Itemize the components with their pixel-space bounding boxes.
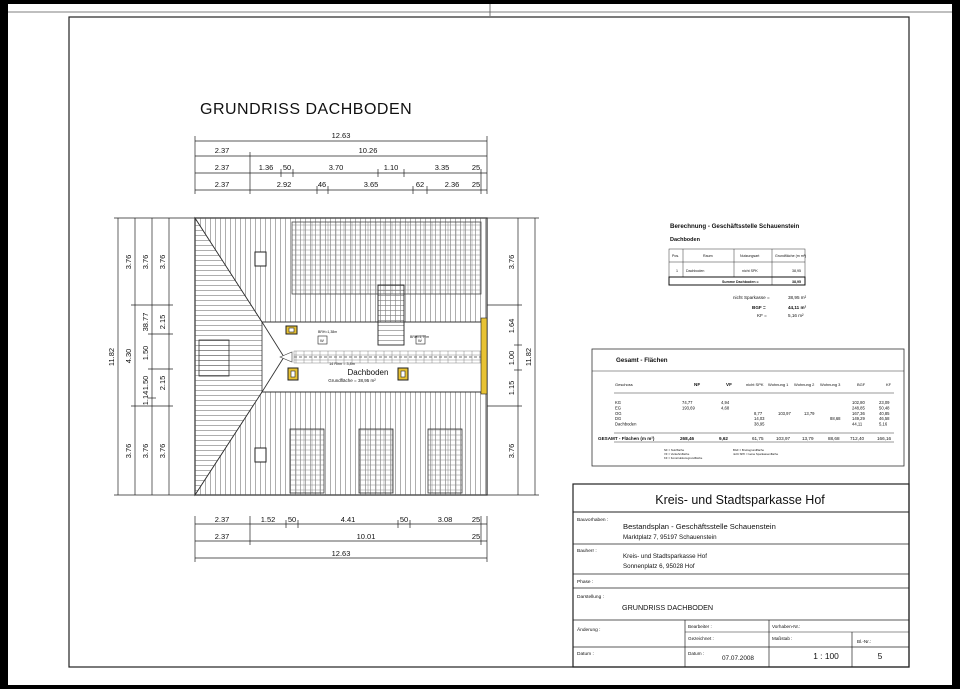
totals-footnote: nicht SPK = keine Sparkassenfläche: [733, 452, 779, 456]
vorhaben-label: Vorhaben-Nr.:: [772, 624, 801, 629]
roof-plan: [195, 218, 487, 495]
calc-header: Raum: [703, 254, 713, 258]
dim-label: 1.52: [260, 515, 276, 524]
dim-right-overall: 11.82: [524, 347, 533, 367]
totals-cell: 14,03: [754, 416, 765, 422]
room-name: Dachboden: [347, 368, 389, 377]
dim-label: 25: [471, 515, 481, 524]
dim-label: 2.36: [444, 180, 460, 189]
dim-label: 10.01: [356, 532, 376, 541]
totals-total: 166,16: [877, 436, 892, 441]
calc-extra-label: BGF =: [752, 305, 766, 310]
dim-label: 2.15: [158, 314, 167, 330]
massstab-value: 1 : 100: [813, 651, 839, 661]
dim-label: 38.77: [141, 312, 150, 332]
dim-label: 50: [399, 515, 409, 524]
totals-total: 712,40: [850, 436, 865, 441]
dim-label: 2.92: [276, 180, 292, 189]
totals-cell: 23,09: [879, 400, 890, 405]
dim-label: 46: [317, 180, 327, 189]
dim-label: 3.76: [158, 443, 167, 459]
totals-total: 13,79: [802, 436, 814, 441]
dim-label: 2.37: [214, 515, 230, 524]
bauvorhaben-line1: Bestandsplan - Geschäftsstelle Schauenstein: [623, 522, 776, 531]
bauvorhaben-line2: Marktplatz 7, 95197 Schauenstein: [623, 534, 717, 541]
totals-footnote: BGF = Bruttogrundfläche: [733, 448, 765, 452]
totals-cell: 13,79: [804, 410, 815, 416]
dim-label: 1.36: [258, 163, 274, 172]
aenderung-label: Änderung :: [577, 628, 601, 633]
totals-cell: 50,48: [879, 405, 890, 411]
totals-title: Gesamt - Flächen: [616, 357, 668, 364]
dim-left-overall: 11.82: [107, 347, 116, 367]
datum-label: Datum :: [577, 652, 594, 657]
calc-extra-label: KF =: [757, 313, 767, 318]
bauherr-label: Bauherr :: [577, 549, 597, 554]
blatt-label: Bl.-Nr.:: [857, 639, 872, 644]
totals-footnote: NF = Nutzfläche: [664, 448, 685, 452]
totals-row-label: Dachboden: [615, 421, 637, 427]
darstellung-value: GRUNDRISS DACHBODEN: [622, 603, 714, 612]
dim-label: 3.08: [437, 515, 453, 524]
dim-label: 50: [287, 515, 297, 524]
totals-cell: 193,69: [682, 405, 695, 411]
dim-label: 1.00: [507, 350, 516, 366]
dim-label: 3.76: [124, 443, 133, 459]
dim-label: 1.14: [141, 390, 150, 406]
totals-cell: 103,97: [778, 410, 791, 416]
chimney: [255, 448, 266, 462]
dim-label: 3.70: [328, 163, 344, 172]
totals-cell: 74,77: [682, 400, 693, 405]
bearbeiter-label: Bearbeiter :: [688, 624, 712, 629]
totals-cell: 5,16: [879, 421, 888, 427]
totals-total: 268,46: [680, 436, 695, 441]
datum-label-2: Datum :: [688, 651, 705, 656]
roof-stair: [378, 285, 404, 345]
phase-label: Phase :: [577, 580, 594, 585]
room-area: Grundfläche = 38,95 m²: [328, 378, 376, 383]
dim-label: 1.10: [383, 163, 399, 172]
bauherr-line1: Kreis- und Stadtsparkasse Hof: [623, 553, 707, 560]
totals-row-label: OG: [615, 410, 622, 416]
room-tag-1: BRH=1,38m: [318, 330, 338, 334]
dim-label: 2.37: [214, 146, 230, 155]
calc-cell: nicht SPK: [742, 269, 758, 273]
dormer-window: [359, 429, 393, 493]
calc-header: Pos.: [672, 254, 680, 258]
dim-label: 1.50: [141, 345, 150, 361]
dim-label: 2.37: [214, 180, 230, 189]
totals-cell: 46,58: [879, 416, 890, 422]
totals-cell: 8,77: [754, 410, 763, 416]
totals-cell: 4,68: [721, 405, 730, 411]
totals-header: Wohnung 1: [768, 382, 789, 387]
calc-title: Berechnung - Geschäftsstelle Schauenstein: [670, 223, 800, 230]
dormer-window: [428, 429, 462, 493]
dim-label: 3.76: [141, 254, 150, 270]
drawing-title: GRUNDRISS DACHBODEN: [200, 101, 413, 118]
totals-cell: 149,29: [852, 416, 865, 422]
calc-extra-value: 5,16 m²: [788, 313, 804, 318]
totals-total: 88,68: [828, 436, 840, 441]
calc-header: Nutzungsart: [740, 254, 760, 258]
dim-label: 10.26: [358, 146, 378, 155]
totals-header: KF: [886, 382, 892, 387]
dim-label: 50: [282, 163, 292, 172]
dim-label: 25: [471, 180, 481, 189]
dormer-window: [290, 429, 324, 493]
darstellung-label: Darstellung :: [577, 595, 604, 600]
dim-label: 3.76: [124, 254, 133, 270]
totals-cell: 4,94: [721, 400, 730, 405]
totals-cell: 102,80: [852, 400, 865, 405]
datum-value: 07.07.2008: [722, 655, 754, 662]
dim-label: 3.65: [363, 180, 379, 189]
totals-cell: 38,95: [754, 421, 765, 427]
calc-cell: Dachboden: [686, 269, 705, 273]
totals-cell: 167,36: [852, 410, 865, 416]
dim-label: 3.76: [507, 254, 516, 270]
totals-total: 9,62: [719, 436, 728, 441]
totals-total-label: GESAMT - Flächen (m m²): [598, 436, 655, 441]
bauherr-line2: Sonnenplatz 6, 95028 Hof: [623, 563, 695, 570]
calc-extra-value: 38,95 m²: [788, 295, 807, 300]
massstab-label: Maßstab :: [772, 636, 793, 641]
dim-top-overall: 12.63: [331, 131, 351, 140]
totals-header: Wohnung 3: [820, 382, 841, 387]
dormer-window: [199, 340, 229, 376]
calc-sum-value: 38,95: [792, 280, 801, 284]
room-tag-2: BRH=1,77m: [410, 335, 430, 339]
blatt-value: 5: [877, 651, 883, 661]
dim-label: 2.37: [214, 532, 230, 541]
dim-label: 4.41: [340, 515, 356, 524]
gezeichnet-label: Gezeichnet :: [688, 636, 714, 641]
totals-header: VF: [726, 382, 732, 387]
dim-label: 25: [471, 163, 481, 172]
chimney: [255, 252, 266, 266]
dim-label: 2.37: [214, 163, 230, 172]
calc-sum-label: Summe Dachboden =: [722, 280, 759, 284]
dim-label: 1.15: [507, 380, 516, 396]
totals-footnote: VF = Verkehrsfläche: [664, 452, 690, 456]
calc-header: Grundfläche (m m²): [775, 254, 807, 258]
bauvorhaben-label: Bauvorhaben :: [577, 518, 609, 523]
calc-cell: 1: [676, 269, 678, 273]
totals-row-label: EG: [615, 405, 622, 411]
totals-footnote: KF = Konstruktionsgrundfläche: [664, 456, 703, 460]
dim-label: 25: [471, 532, 481, 541]
calc-subtitle: Dachboden: [670, 237, 700, 243]
dim-label: 3.76: [507, 443, 516, 459]
totals-header: NF: [694, 382, 701, 387]
totals-header: Wohnung 2: [794, 382, 815, 387]
totals-header: BGF: [857, 382, 866, 387]
room-tag-w2: W: [418, 338, 422, 343]
room-small-label: 14 Rinn = 3,8m: [329, 362, 355, 366]
totals-cell: 44,11: [852, 421, 863, 427]
totals-header: Geschoss: [615, 382, 633, 387]
room-tag-w1: W: [320, 338, 324, 343]
totals-header: nicht SPK: [746, 382, 764, 387]
totals-total: 103,97: [776, 436, 791, 441]
totals-cell: 248,85: [852, 405, 865, 411]
totals-cell: 88,68: [830, 416, 841, 422]
dim-label: 4.30: [124, 348, 133, 364]
roof-tile-field: [292, 222, 481, 294]
dim-label: 2.15: [158, 375, 167, 391]
dim-label: 3.76: [158, 254, 167, 270]
totals-total: 61,75: [752, 436, 764, 441]
dim-label: 1.64: [507, 318, 516, 334]
company-name: Kreis- und Stadtsparkasse Hof: [655, 493, 825, 507]
totals-row-label: KG: [615, 400, 622, 405]
totals-row-label: DG: [615, 416, 622, 422]
calc-extra-value: 44,11 m²: [788, 305, 807, 310]
dim-label: 3.35: [434, 163, 450, 172]
calc-cell: 38,95: [792, 269, 801, 273]
totals-cell: 40,85: [879, 410, 890, 416]
dim-label: 1.50: [141, 375, 150, 391]
dim-label: 3.76: [141, 443, 150, 459]
calc-extra-label: nicht Sparkasse =: [733, 295, 770, 300]
dim-label: 62: [415, 180, 425, 189]
dim-bottom-overall: 12.63: [331, 549, 351, 558]
